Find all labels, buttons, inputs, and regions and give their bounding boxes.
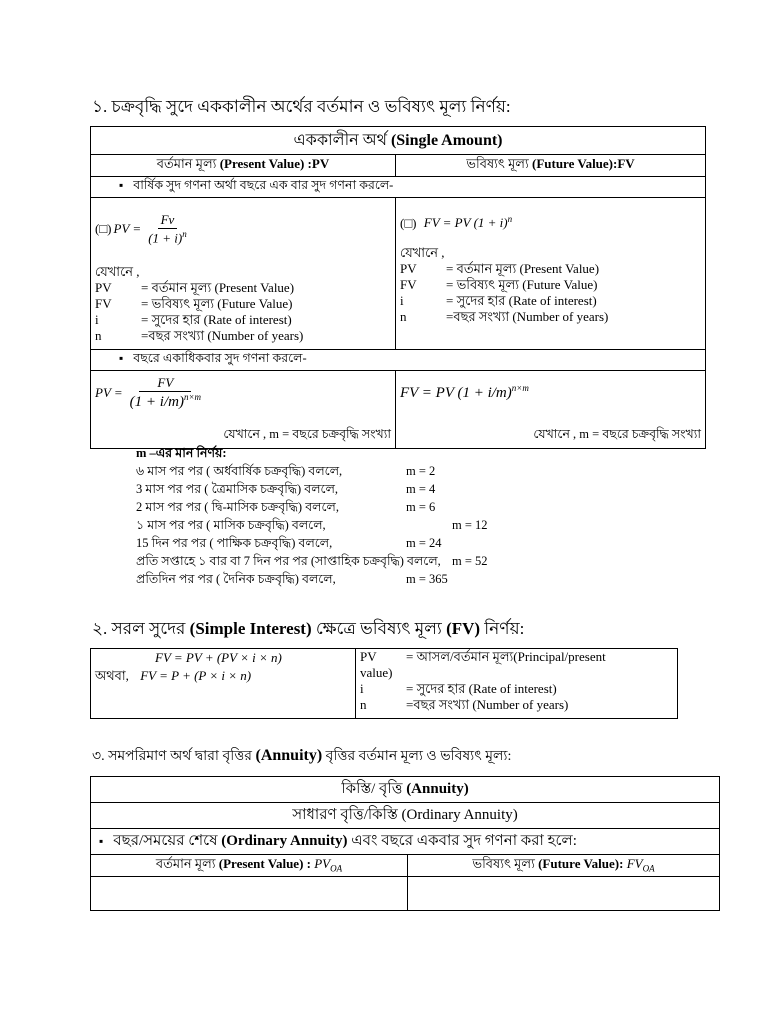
legend-row: [400, 277, 701, 293]
legend-row: [95, 328, 391, 344]
legend-row: [95, 312, 391, 328]
legend-row: [400, 261, 701, 277]
heading2-d: (FV): [446, 619, 481, 638]
legend-sym: n: [95, 328, 102, 344]
ordinary-annuity-note: [91, 829, 720, 855]
pv-col-en: (Present Value) :PV: [219, 156, 330, 171]
fv-col-en: (Future Value):FV: [532, 156, 635, 171]
m-values-list: [136, 444, 488, 588]
list-item-text: ৬ মাস পর পর ( অর্ধবার্ষিক চক্রবৃদ্ধি) বললে,: [136, 464, 343, 478]
heading3-c: বৃত্তির বর্তমান মূল্য ও ভবিষ্যৎ মূল্য:: [325, 749, 512, 764]
legend-row: [95, 296, 391, 312]
si-formula-2-row: [95, 667, 351, 685]
pv-denominator: (1 + i): [148, 230, 183, 246]
m-where-left: যেখানে , m = বছরে চক্রবৃদ্ধি সংখ্যা: [223, 427, 391, 441]
simple-interest-table: [90, 648, 678, 719]
pv-annual-cell: [91, 198, 396, 350]
list-item-value: m = 24: [406, 536, 442, 550]
pv-oa-sub: OA: [330, 863, 343, 874]
fv-oa-cell: [408, 877, 720, 911]
legend-desc: =বছর সংখ্যা (Number of years): [446, 309, 609, 325]
annual-note-text: ▪ বার্ষিক সুদ গণনা অর্থা বছরে এক বার সুদ গণনা করলে-: [119, 178, 393, 192]
legend-sym: value): [360, 665, 393, 680]
annuity-table: [90, 776, 720, 911]
pv-numerator: Fv: [158, 212, 178, 229]
list-item-text: 15 দিন পর পর ( পাক্ষিক চক্রবৃদ্ধি) বললে,: [136, 536, 333, 550]
ordinary-annuity-subtitle: [91, 803, 720, 829]
heading3-a: ৩. সমপরিমাণ অর্থ দ্বারা বৃত্তির: [92, 749, 252, 764]
list-item-text: 3 মাস পর পর ( ত্রৈমাসিক চক্রবৃদ্ধি) বললে,: [136, 482, 339, 496]
title-en: (Single Amount): [390, 132, 503, 149]
fv-multi-formula: [400, 383, 701, 402]
list-item-value: m = 2: [406, 464, 436, 478]
legend-desc: = ভবিষ্যৎ মূল্য (Future Value): [141, 296, 293, 312]
list-item-value: m = 6: [406, 500, 436, 514]
fv2: FV = PV (1 + i/m): [400, 385, 512, 401]
list-item-text: ১ মাস পর পর ( মাসিক চক্রবৃদ্ধি) বললে,: [136, 518, 326, 532]
legend-row: [360, 681, 673, 697]
fv-exponent: n: [507, 214, 513, 224]
pv-col-bn: বর্তমান মূল্য: [156, 156, 217, 171]
annuity-title-bn: কিস্তি/ বৃত্তি: [341, 781, 403, 797]
note-a: ▪ বছর/সময়ের শেষে: [99, 833, 217, 849]
m-list-title: m –এর মান নির্ণয়:: [136, 446, 227, 460]
list-item-value: m = 365: [406, 572, 448, 586]
si-formula-2: FV = P + (P × i × n): [140, 668, 252, 683]
fv-col-bn: ভবিষ্যৎ মূল্য: [466, 156, 529, 171]
heading-section-3: [92, 744, 511, 768]
legend-desc: = ভবিষ্যৎ মূল্য (Future Value): [446, 277, 598, 293]
pv-formula-lhs: PV =: [113, 221, 142, 237]
pv-oa-cell: [91, 877, 408, 911]
heading-section-2: [92, 616, 524, 644]
legend-desc: =বছর সংখ্যা (Number of years): [406, 697, 569, 712]
pv2-numerator: FV: [139, 375, 191, 392]
title-bn: এককালীন অর্থ: [293, 132, 387, 149]
fv-annual-formula: [400, 214, 701, 231]
legend-desc: = সুদের হার (Rate of interest): [141, 312, 292, 328]
legend-sym: n: [360, 697, 367, 712]
multi-note: [91, 350, 706, 371]
heading2-e: নির্ণয়:: [484, 619, 525, 638]
fv-oa-sym: FV: [626, 856, 643, 871]
multi-note-text: ▪ বছরে একাধিকবার সুদ গণনা করলে-: [119, 351, 307, 365]
fv-oa-en: (Future Value):: [538, 856, 624, 871]
list-item-value: m = 12: [452, 518, 488, 532]
legend-sym: PV: [360, 649, 377, 664]
fv-oa-bn: ভবিষ্যৎ মূল্য: [472, 856, 535, 871]
annuity-title-en: (Annuity): [406, 781, 469, 797]
legend-sym: i: [360, 681, 364, 696]
pv-oa-sym: PV: [314, 856, 331, 871]
si-formula-cell: [91, 649, 356, 719]
legend-sym: FV: [95, 296, 112, 312]
heading2-a: ২. সরল সুদের: [92, 619, 186, 638]
legend-row: [400, 309, 701, 325]
pv-oa-bn: বর্তমান মূল্য: [155, 856, 216, 871]
fv-formula-prefix: (□): [400, 215, 417, 231]
heading2-b: (Simple Interest): [189, 619, 312, 638]
pv2-lhs: PV =: [95, 385, 123, 400]
where-label: যেখানে ,: [95, 264, 140, 280]
list-item-text: 2 মাস পর পর ( দ্বি-মাসিক চক্রবৃদ্ধি) বললে,: [136, 500, 339, 514]
pv-oa-en: (Present Value) :: [218, 856, 311, 871]
heading3-b: (Annuity): [255, 747, 323, 764]
fv-oa-header: [408, 855, 720, 877]
heading2-c: ক্ষেত্রে ভবিষ্যৎ মূল্য: [315, 619, 442, 638]
note-c: এবং বছরে একবার সুদ গণনা করা হলে:: [351, 833, 577, 849]
legend-desc: = বর্তমান মূল্য (Present Value): [446, 261, 600, 277]
single-amount-title: [91, 127, 706, 155]
legend-sym: PV: [400, 261, 417, 277]
pv-multi-cell: [91, 371, 396, 449]
legend-row: [360, 697, 673, 713]
pv-multi-formula: [95, 375, 391, 411]
si-or-label: অথবা,: [95, 668, 129, 683]
list-item-value: m = 4: [406, 482, 436, 496]
pv-formula-prefix: (□): [95, 221, 112, 237]
legend-sym: n: [400, 309, 407, 325]
list-item: [136, 462, 488, 480]
pv-column-header: [91, 155, 396, 177]
legend-sym: PV: [95, 280, 112, 296]
legend-desc: = আসল/বর্তমান মূল্য(Principal/present: [406, 649, 606, 664]
list-item: [136, 552, 488, 570]
legend-sym: i: [400, 293, 404, 309]
ordinary-sub-bn: সাধারণ বৃত্তি/কিস্তি: [292, 807, 398, 823]
si-formula-1: FV = PV + (PV × i × n): [155, 650, 282, 665]
fv-multi-cell: [396, 371, 706, 449]
list-item: [136, 498, 488, 516]
fv-oa-sub: OA: [642, 863, 655, 874]
legend-row: [95, 280, 391, 296]
legend-sym: FV: [400, 277, 417, 293]
legend-sym: i: [95, 312, 99, 328]
list-item: [136, 570, 488, 588]
annual-note: [91, 177, 706, 198]
ordinary-sub-en: (Ordinary Annuity): [401, 807, 518, 823]
pv2-fraction: [127, 375, 204, 411]
legend-row: [360, 649, 673, 665]
legend-desc: =বছর সংখ্যা (Number of years): [141, 328, 304, 344]
heading-section-1: ১. চক্রবৃদ্ধি সুদে এককালীন অর্থের বর্তমান ও ভবিষ্যৎ মূল্য নির্ণয়:: [92, 97, 511, 116]
pv-oa-header: [91, 855, 408, 877]
legend-row: [360, 665, 673, 681]
list-item: [136, 480, 488, 498]
pv2-denominator: (1 + i/m): [129, 394, 184, 410]
legend-desc: = সুদের হার (Rate of interest): [406, 681, 557, 696]
m-where-right: যেখানে , m = বছরে চক্রবৃদ্ধি সংখ্যা: [533, 427, 701, 441]
fv-annual-cell: [396, 198, 706, 350]
legend-desc: = সুদের হার (Rate of interest): [446, 293, 597, 309]
fv2-exponent: n×m: [511, 383, 529, 393]
list-item: [136, 534, 488, 552]
pv-annual-formula: [95, 212, 391, 246]
fv-formula: FV = PV (1 + i): [423, 215, 508, 231]
note-b: (Ordinary Annuity): [221, 833, 348, 849]
legend-row: [400, 293, 701, 309]
list-item-value: m = 52: [452, 554, 488, 568]
pv2-exponent: n×m: [183, 392, 202, 402]
single-amount-table: [90, 126, 706, 449]
si-legend-cell: [356, 649, 678, 719]
pv-fraction: [145, 212, 190, 246]
pv-exponent: n: [182, 229, 187, 239]
list-item-text: প্রতিদিন পর পর ( দৈনিক চক্রবৃদ্ধি) বললে,: [136, 572, 336, 586]
legend-desc: = বর্তমান মূল্য (Present Value): [141, 280, 295, 296]
list-item: [136, 516, 488, 534]
fv-column-header: [396, 155, 706, 177]
list-item-text: প্রতি সপ্তাহে ১ বার বা 7 দিন পর পর (সাপ্তাহিক চক্রবৃদ্ধি) বললে,: [136, 554, 441, 568]
where-label: যেখানে ,: [400, 245, 445, 261]
annuity-title: [91, 777, 720, 803]
